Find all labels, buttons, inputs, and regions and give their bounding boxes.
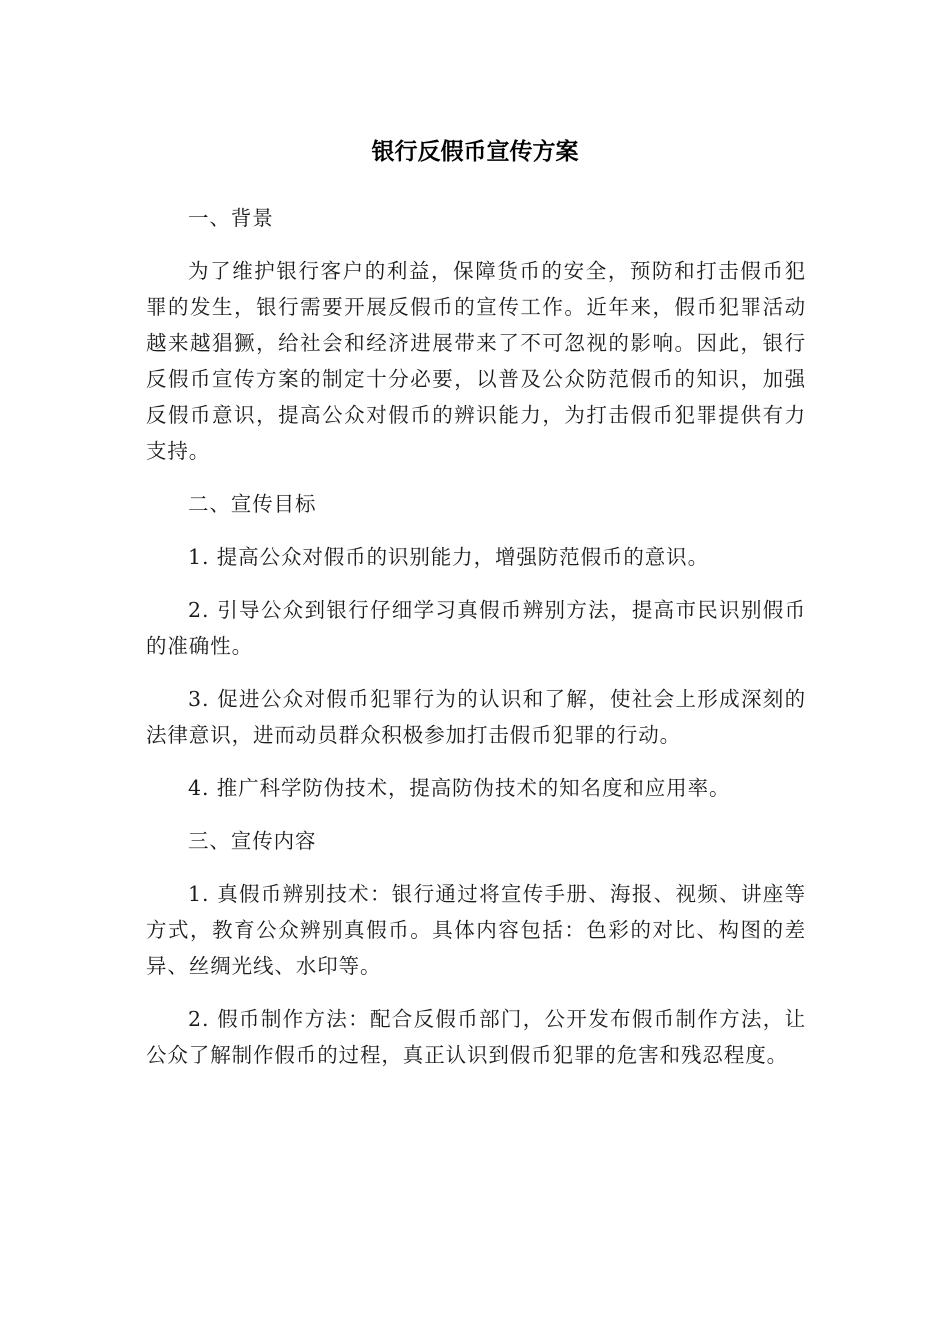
paragraph-background: 为了维护银行客户的利益，保障货币的安全，预防和打击假币犯罪的发生，银行需要开展反假币的宣传工作。近年来，假币犯罪活动越来越猖獗，给社会和经济进展带来了不可忽视的影响。因此，银行反假币宣传方案的制定十分必要，以普及公众防范假币的知识，加强反假币意识，提高公众对假币的辨识能力，为打击假币犯罪提供有力支持。 [146,259,806,463]
content-item-1: 1. 真假币辨别技术：银行通过将宣传手册、海报、视频、讲座等方式，教育公众辨别真假币。具体内容包括：色彩的对比、构图的差异、丝绸光线、水印等。 [146,882,806,978]
goal-item-1: 1. 提高公众对假币的识别能力，增强防范假币的意识。 [188,545,709,569]
goal-item-2: 2. 引导公众到银行仔细学习真假币辨别方法，提高市民识别假币的准确性。 [146,598,806,658]
goal-item-3: 3. 促进公众对假币犯罪行为的认识和了解，使社会上形成深刻的法律意识，进而动员群众积极参加打击假币犯罪的行动。 [146,687,806,747]
document-body [146,200,806,1090]
goal-item-4: 4. 推广科学防伪技术，提高防伪技术的知名度和应用率。 [188,776,731,800]
document-title: 银行反假币宣传方案 [371,139,579,165]
section-heading-content: 三、宣传内容 [188,829,317,853]
section-heading-background: 一、背景 [188,206,274,230]
content-item-2: 2. 假币制作方法：配合反假币部门，公开发布假币制作方法，让公众了解制作假币的过程，真正认识到假币犯罪的危害和残忍程度。 [146,1007,806,1067]
section-heading-goals: 二、宣传目标 [188,492,317,516]
